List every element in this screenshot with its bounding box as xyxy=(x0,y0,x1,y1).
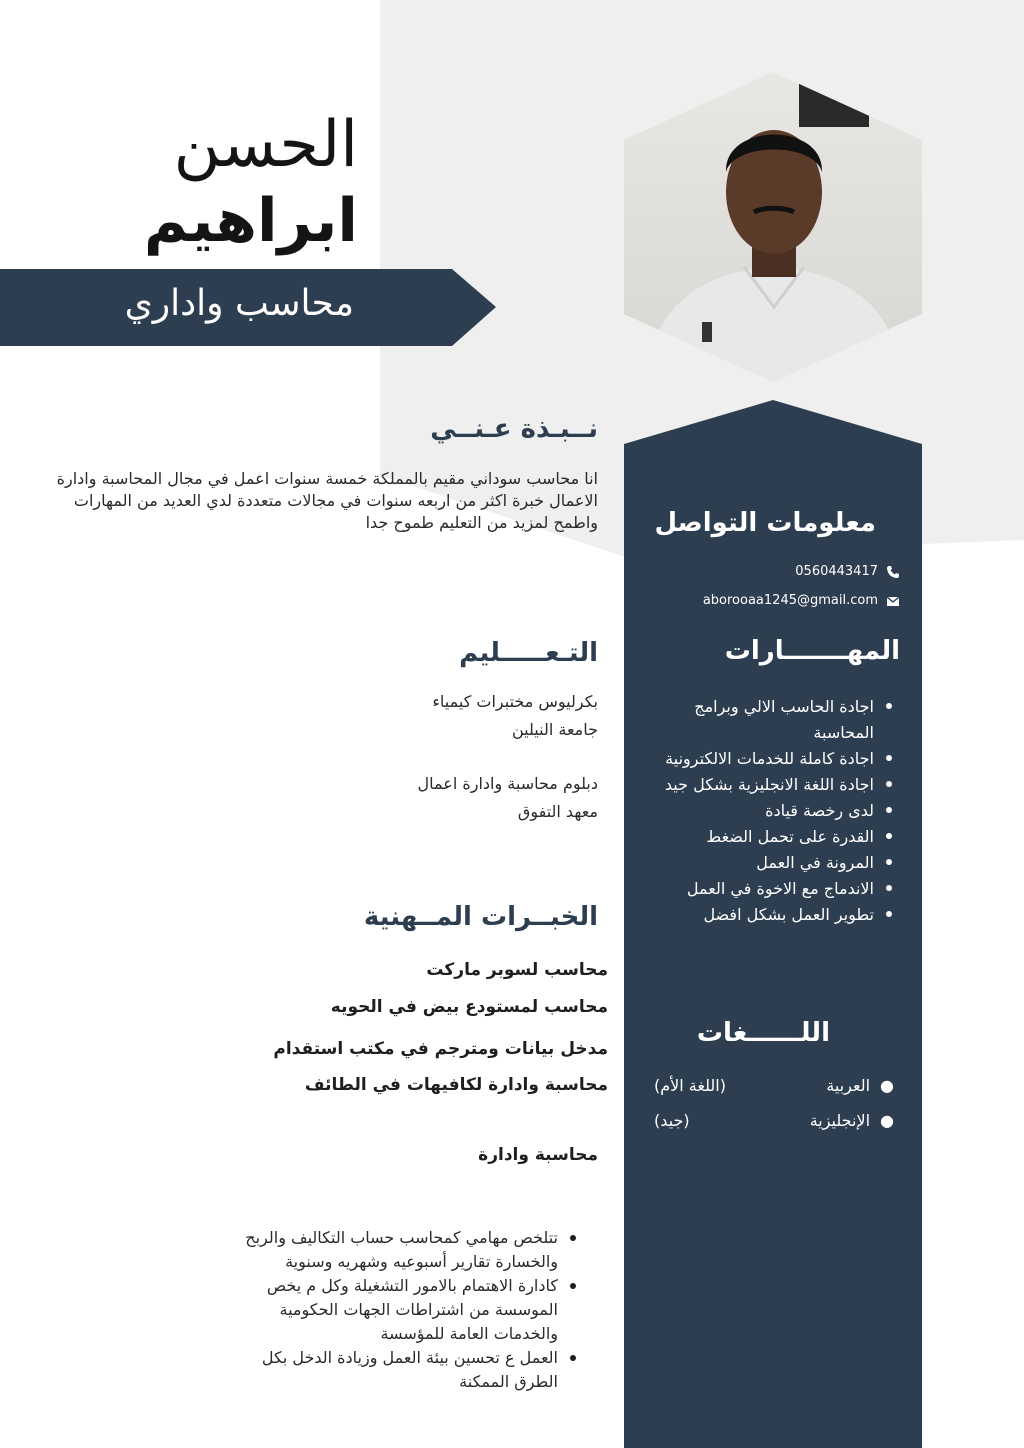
profile-photo xyxy=(624,72,922,382)
education-heading: التـعـــــليم xyxy=(459,638,598,668)
university: جامعة النيلين xyxy=(512,720,598,739)
skill-item: اجادة الحاسب الالي وبرامج المحاسبة xyxy=(654,694,894,746)
envelope-icon xyxy=(886,595,900,607)
about-heading: نــبـذة عـنــي xyxy=(430,414,598,444)
bullet-icon: ● xyxy=(880,1111,894,1130)
language-level: (اللغة الأم) xyxy=(654,1076,726,1095)
duties-list xyxy=(218,1226,578,1394)
skill-item: الاندماج مع الاخوة في العمل xyxy=(654,876,894,902)
phone-number[interactable]: 0560443417 xyxy=(795,564,878,579)
skills-heading: المهـــــــارات xyxy=(724,636,900,666)
skill-item: تطوير العمل بشكل افضل xyxy=(654,902,894,928)
skill-item: لدى رخصة قيادة xyxy=(654,798,894,824)
phone-icon xyxy=(886,565,900,579)
job-item: مدخل بيانات ومترجم في مكتب استقدام xyxy=(273,1039,608,1059)
job-item: محاسب لمستودع بيض في الحويه xyxy=(330,997,608,1017)
language-name: الإنجليزية xyxy=(809,1111,871,1130)
job-item: محاسب لسوبر ماركت xyxy=(426,960,608,980)
skills-list xyxy=(654,694,894,928)
language-row xyxy=(654,1076,894,1095)
skill-item: القدرة على تحمل الضغط xyxy=(654,824,894,850)
bullet-icon: ● xyxy=(880,1076,894,1095)
skill-item: اجادة اللغة الانجليزية بشكل جيد xyxy=(654,772,894,798)
phone-row xyxy=(795,564,900,579)
email-row xyxy=(703,593,900,608)
skill-item: المرونة في العمل xyxy=(654,850,894,876)
skill-item: اجادة كاملة للخدمات الالكترونية xyxy=(654,746,894,772)
language-row xyxy=(654,1111,894,1130)
contact-heading: معلومات التواصل xyxy=(654,508,876,538)
diploma: دبلوم محاسبة وادارة اعمال xyxy=(417,774,598,793)
first-name: الحسن xyxy=(173,108,358,182)
role-heading: محاسبة وادارة xyxy=(478,1145,598,1165)
duty-item: تتلخص مهامي كمحاسب حساب التكاليف والربح والخسارة تقارير أسبوعيه وشهريه وسنوية xyxy=(218,1226,578,1274)
experience-heading: الخبــرات المــهنية xyxy=(363,902,598,932)
languages-heading: اللــــــغات xyxy=(696,1018,830,1048)
institute: معهد التفوق xyxy=(517,802,598,821)
job-title: محاسب واداري xyxy=(124,283,354,324)
duty-item: كادارة الاهتمام بالامور التشغيلة وكل م يخص الموسسة من اشتراطات الجهات الحكومية والخدمات العامة للمؤسسة xyxy=(218,1274,578,1346)
email-address[interactable]: aborooaa1245@gmail.com xyxy=(702,593,878,608)
degree: بكرليوس مختبرات كيمياء xyxy=(432,692,598,711)
language-level: (جيد) xyxy=(654,1111,690,1130)
last-name: ابراهيم xyxy=(143,186,358,256)
language-name: العربية xyxy=(826,1076,871,1095)
job-item: محاسبة وادارة لكافيهات في الطائف xyxy=(304,1075,608,1095)
duty-item: العمل ع تحسين بيئة العمل وزيادة الدخل بكل الطرق الممكنة xyxy=(218,1346,578,1394)
about-text: انا محاسب سوداني مقيم بالمملكة خمسة سنوات اعمل في مجال المحاسبة وادارة الاعمال خبرة اكثر من اربعه سنوات في مجالات متعددة لدي العديد من المهارات واطمح لمزيد من التعليم طموح جدا xyxy=(56,469,598,532)
